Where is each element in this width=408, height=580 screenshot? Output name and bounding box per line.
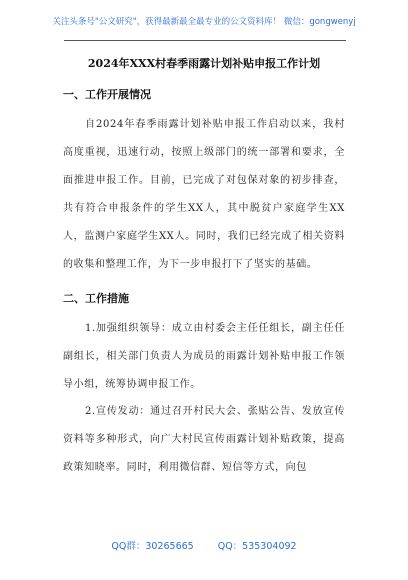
header-note: 关注头条号"公文研究"，获得最新最全最专业的公文资料库！ 微信：gongwenyj [52,17,356,27]
footer-qq-group: QQ群：30265665 [111,541,194,552]
footer-qq: QQ：535304092 [217,541,297,552]
footer-contacts [0,538,408,552]
document-title: 2024年XXX村春季雨露计划补贴申报工作计划 [87,57,321,70]
section1-paragraph: 自2024年春季雨露计划补贴申报工作启动以来，我村高度重视，迅速行动，按照上级部门的统一部署和要求，全面推进申报工作。目前，已完成了对包保对象的初步排查，共有符合申报条件的学生XX人，其中脱贫户家庭学生XX人，监测户家庭学生XX人。同时，我们已经完成了相关资料的收集和整理工作，为下一步申报打下了坚实的基础。 [63,119,345,270]
section2-item2: 2.宣传发动：通过召开村民大会、张贴公告、发放宣传资料等多种形式，向广大村民宣传雨露计划补贴政策，提高政策知晓率。同时，利用微信群、短信等方式，向包 [63,406,345,473]
section2-heading: 二、工作措施 [63,292,129,305]
header-divider [64,40,346,41]
section2-item1: 1.加强组织领导：成立由村委会主任任组长，副主任任副组长，相关部门负责人为成员的雨露计划补贴申报工作领导小组，统筹协调申报工作。 [63,323,345,390]
section1-heading: 一、工作开展情况 [63,88,151,101]
